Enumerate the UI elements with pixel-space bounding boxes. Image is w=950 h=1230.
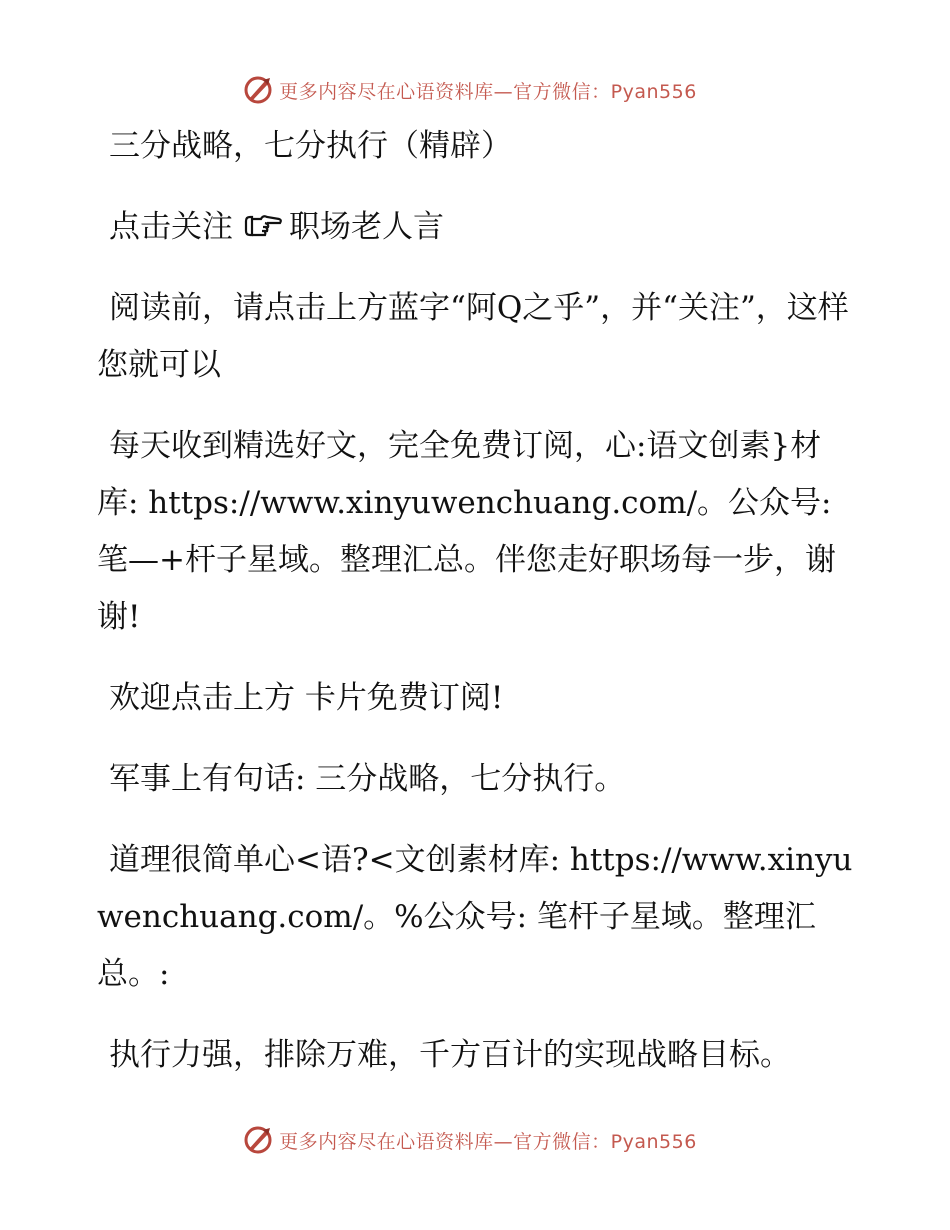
paragraph-execution: 执行力强，排除万难，千方百计的实现战略目标。 [109,1037,791,1073]
header-watermark-inner [243,75,697,105]
quill-seal-icon [243,75,273,105]
document-body [97,118,857,1108]
paragraph-subscribe: 每天收到精选好文，完全免费订阅，心:语文创素}材库: https://www.xinyuwenchuang.com/。公众号: 笔—+杆子星域。整理汇总。伴您走好职场每一步，谢谢! [97,428,836,635]
follow-prefix: 点击关注 [109,209,233,245]
paragraph-military: 军事上有句话: 三分战略，七分执行。 [109,761,626,797]
watermark-label: 更多内容尽在心语资料库—官方微信： [279,80,611,103]
follow-suffix: 职场老人言 [289,209,444,245]
paragraph-card: 欢迎点击上方 卡片免费订阅! [109,680,504,716]
watermark-text [279,1127,697,1154]
paragraph-reason: 道理很简单心<语?<文创素材库: https://www.xinyuwenchuang.com/。%公众号: 笔杆子星域。整理汇总。: [97,842,853,992]
paragraph-intro: 阅读前，请点击上方蓝字“阿Q之乎”，并“关注”，这样您就可以 [97,290,849,383]
watermark-wechat-id: Pyan556 [610,80,697,103]
watermark-label: 更多内容尽在心语资料库—官方微信： [279,1130,611,1153]
watermark-text [279,77,697,104]
pointing-hand-icon [243,213,283,239]
paragraph-title: 三分战略，七分执行（精辟） [109,128,512,164]
quill-seal-icon [243,1125,273,1155]
footer-watermark [0,1120,950,1160]
watermark-wechat-id: Pyan556 [610,1130,697,1153]
paragraph-follow [97,199,857,256]
footer-watermark-inner [243,1125,697,1155]
header-watermark [0,70,950,110]
